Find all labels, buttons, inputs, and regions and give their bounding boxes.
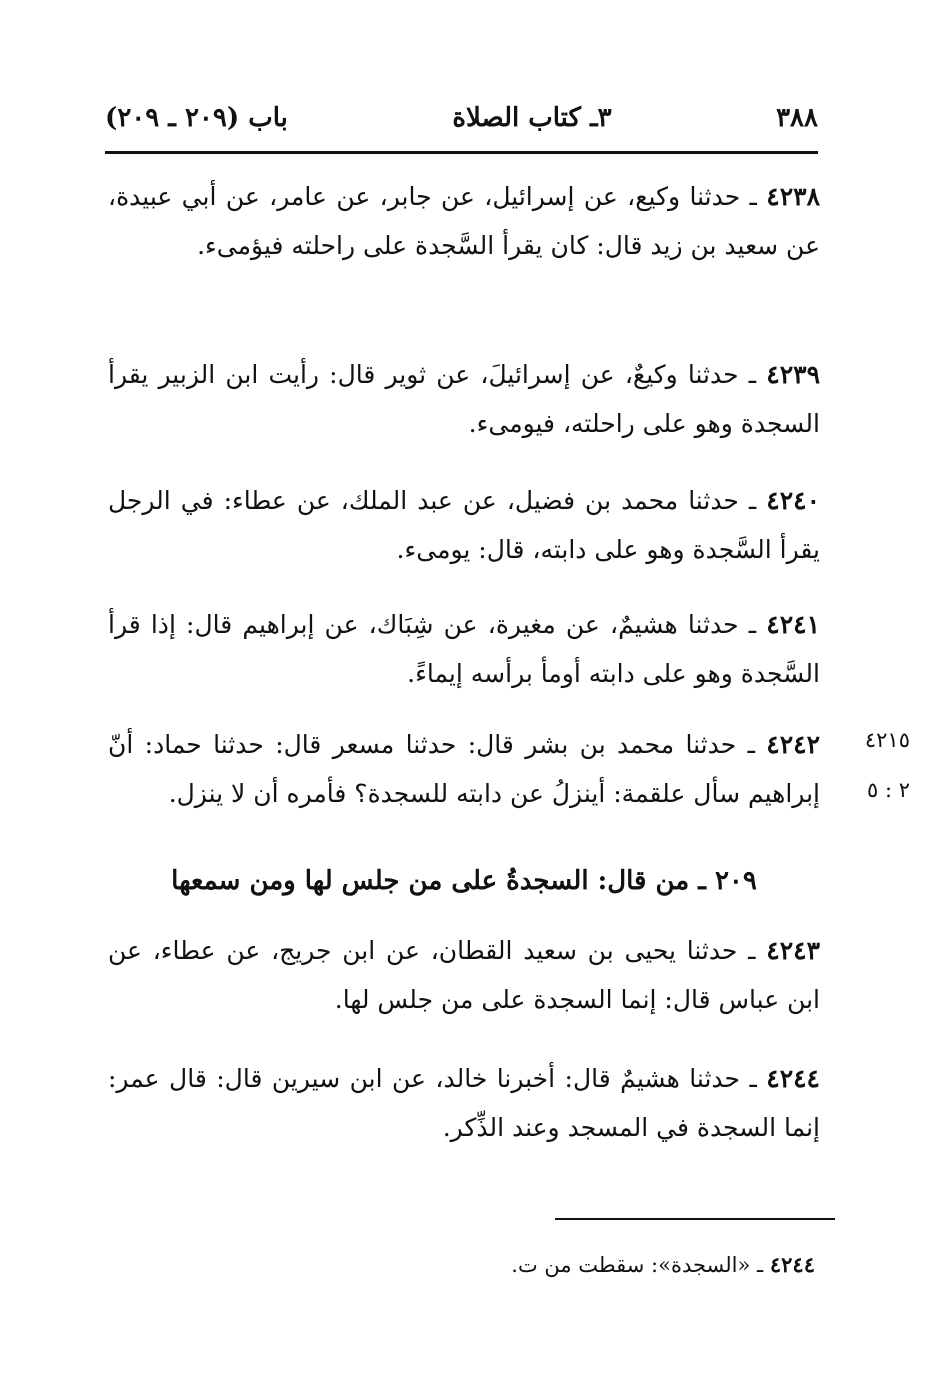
section-heading: ٢٠٩ ـ من قال: السجدةُ على من جلس لها ومن سمعها — [171, 866, 757, 896]
hadith-number: ٤٢٤٢ — [766, 730, 820, 759]
hadith-text: ـ حدثنا وكيع، عن إسرائيل، عن جابر، عن عامر، عن أبي عبيدة، عن سعيد بن زيد قال: كان يقرأ السَّجدة على راحلته فيؤمىء. — [108, 182, 820, 260]
hadith-number: ٤٢٤٠ — [766, 486, 820, 515]
footnote-text: ـ «السجدة»: سقطت من ت. — [511, 1253, 764, 1277]
page-number: ٣٨٨ — [776, 103, 818, 133]
hadith-number: ٤٢٤٤ — [766, 1064, 820, 1093]
hadith-number: ٤٢٣٨ — [766, 182, 820, 211]
hadith-number: ٤٢٤١ — [766, 610, 820, 639]
hadith-text: ـ حدثنا هشيمٌ، عن مغيرة، عن شِبَاك، عن إبراهيم قال: إذا قرأ السَّجدة وهو على دابته أومأ برأسه إيماءً. — [108, 610, 820, 688]
footnote-divider — [555, 1218, 835, 1220]
footnote — [420, 1245, 815, 1285]
margin-ref-number: ٤٢١٥ — [864, 728, 910, 752]
book-title: ٣ـ كتاب الصلاة — [452, 103, 612, 133]
hadith-text: ـ حدثنا هشيمٌ قال: أخبرنا خالد، عن ابن سيرين قال: قال عمر: إنما السجدة في المسجد وعند الذِّكر. — [108, 1064, 820, 1142]
page-header — [105, 88, 818, 148]
hadith-text: ـ حدثنا يحيى بن سعيد القطان، عن ابن جريج، عن عطاء، عن ابن عباس قال: إنما السجدة على من جلس لها. — [108, 936, 820, 1014]
header-divider — [105, 151, 818, 154]
hadith-4241 — [108, 600, 820, 698]
footnote-number: ٤٢٤٤ — [769, 1252, 815, 1277]
hadith-text: ـ حدثنا وكيعٌ، عن إسرائيلَ، عن ثوير قال: رأيت ابن الزبير يقرأ السجدة وهو على راحلته، فيومىء. — [108, 360, 820, 438]
hadith-text: ـ حدثنا محمد بن فضيل، عن عبد الملك، عن عطاء: في الرجل يقرأ السَّجدة وهو على دابته، قال: يومىء. — [108, 486, 820, 564]
margin-ref-volume-page: ٢ : ٥ — [867, 778, 910, 802]
hadith-4242 — [108, 720, 820, 818]
hadith-number: ٤٢٣٩ — [766, 360, 820, 389]
hadith-4243 — [108, 926, 820, 1024]
hadith-text: ـ حدثنا محمد بن بشر قال: حدثنا مسعر قال: حدثنا حماد: أنّ إبراهيم سأل علقمة: أينزلُ عن دابته للسجدة؟ فأمره أن لا ينزل. — [108, 730, 820, 808]
chapter-range: باب (٢٠٩ ـ ٢٠٩) — [105, 103, 288, 133]
hadith-number: ٤٢٤٣ — [766, 936, 820, 965]
hadith-4244 — [108, 1054, 820, 1152]
hadith-4239 — [108, 350, 820, 448]
hadith-4238 — [108, 172, 820, 270]
hadith-4240 — [108, 476, 820, 574]
